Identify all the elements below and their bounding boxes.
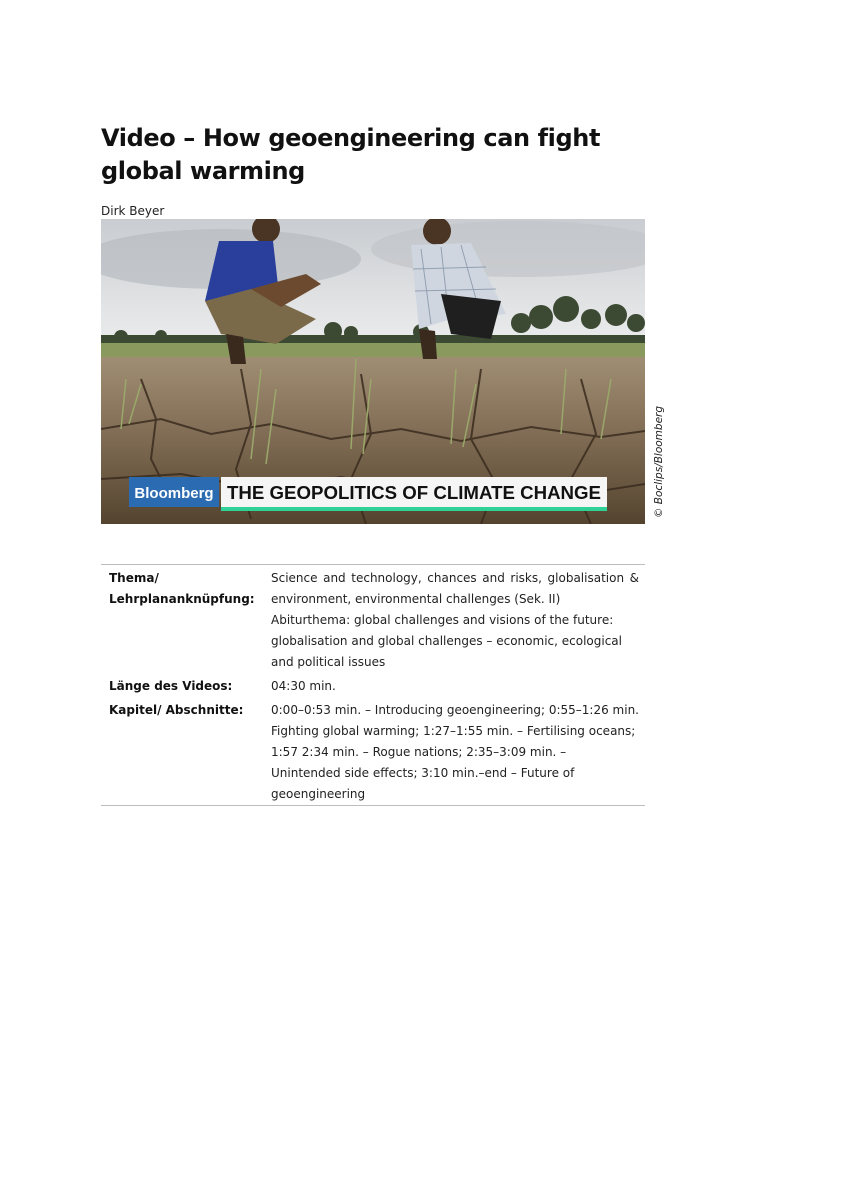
caption-banner-text: THE GEOPOLITICS OF CLIMATE CHANGE xyxy=(227,483,601,503)
row-value-thema xyxy=(271,565,645,674)
video-thumbnail[interactable] xyxy=(101,219,645,524)
image-credit-text: © Boclips/Bloomberg xyxy=(653,405,665,519)
page-title: Video – How geoengineering can fight global warming xyxy=(101,124,601,185)
author-name: Dirk Beyer xyxy=(101,204,165,218)
grass-strip xyxy=(101,343,645,359)
table-row xyxy=(101,697,645,806)
caption-banner-accent xyxy=(221,507,607,511)
bloomberg-logo-text: Bloomberg xyxy=(134,485,214,502)
thema-text-1: Science and technology, chances and risks, globalisation & environment, environmental challenges (Sek. II) xyxy=(271,571,639,606)
row-value-laenge: 04:30 min. xyxy=(271,679,336,693)
thumbnail-illustration xyxy=(101,219,645,524)
table-row xyxy=(101,673,645,697)
row-label-thema: Thema/ Lehrplananknüpfung: xyxy=(109,571,255,606)
thema-text-2: Abiturthema: global challenges and visions of the future: globalisation and global challenges – economic, ecological and political issues xyxy=(271,613,622,669)
row-value-kapitel: 0:00–0:53 min. – Introducing geoengineering; 0:55–1:26 min. Fighting global warming; 1:27–1:55 min. – Fertilising oceans; 1:57 2:34 min. – Rogue nations; 2:35–3:09 min. – Unintended side effects; 3:10 min.–end – Future of geoengineering xyxy=(271,703,639,801)
row-label-laenge: Länge des Videos: xyxy=(109,679,233,693)
row-label-kapitel: Kapitel/ Abschnitte: xyxy=(109,703,244,717)
video-info-table xyxy=(101,564,645,806)
table-row xyxy=(101,565,645,674)
